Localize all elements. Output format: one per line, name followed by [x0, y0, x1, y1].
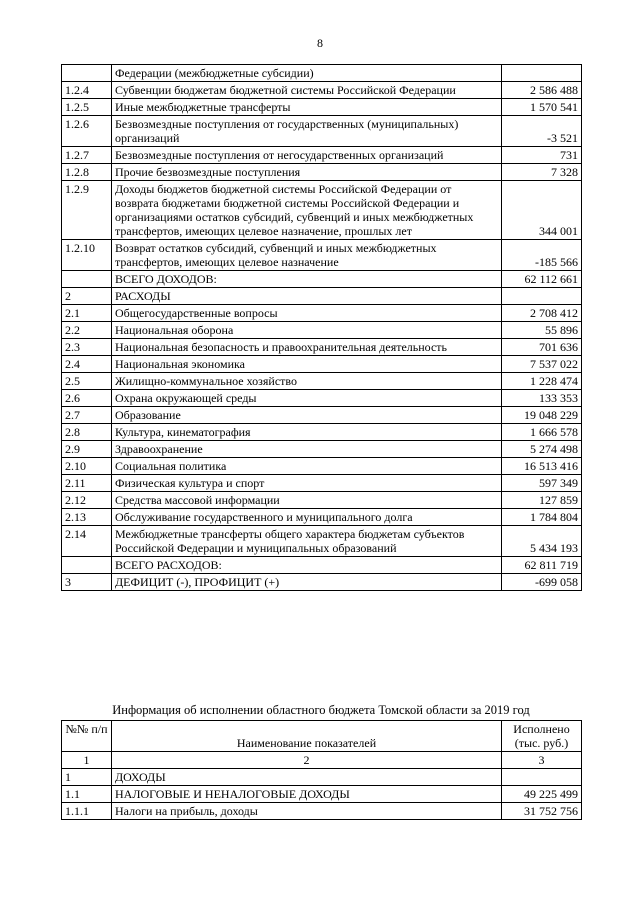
row-name: РАСХОДЫ: [112, 288, 502, 305]
header-name: Наименование показателей: [112, 721, 502, 752]
row-number: 2: [62, 288, 112, 305]
table-row: [62, 147, 582, 164]
table-row: [62, 458, 582, 475]
table-row: [62, 82, 582, 99]
table-row: [62, 181, 582, 240]
colnum-3: 3: [502, 752, 582, 769]
row-number: [62, 557, 112, 574]
row-value: 1 784 804: [502, 509, 582, 526]
row-value: 1 228 474: [502, 373, 582, 390]
row-number: 2.12: [62, 492, 112, 509]
row-number: 1.2.6: [62, 116, 112, 147]
row-value: 16 513 416: [502, 458, 582, 475]
table-row: [62, 557, 582, 574]
row-number: 1.2.7: [62, 147, 112, 164]
table-row: [62, 769, 582, 786]
table-row: [62, 305, 582, 322]
table-row: [62, 356, 582, 373]
row-number: 2.14: [62, 526, 112, 557]
row-value: 5 434 193: [502, 526, 582, 557]
row-number: 2.3: [62, 339, 112, 356]
table-row: [62, 407, 582, 424]
row-number: 3: [62, 574, 112, 591]
row-name: Национальная экономика: [112, 356, 502, 373]
row-name: Охрана окружающей среды: [112, 390, 502, 407]
table-row: [62, 574, 582, 591]
column-number-row: [62, 752, 582, 769]
table-row: [62, 339, 582, 356]
row-number: 2.4: [62, 356, 112, 373]
table-row: [62, 509, 582, 526]
row-value: -699 058: [502, 574, 582, 591]
row-value: 597 349: [502, 475, 582, 492]
row-number: 1.2.9: [62, 181, 112, 240]
row-value: 2 708 412: [502, 305, 582, 322]
header-num: №№ п/п: [62, 721, 112, 752]
row-name: ДЕФИЦИТ (-), ПРОФИЦИТ (+): [112, 574, 502, 591]
table-row: [62, 99, 582, 116]
row-name: Прочие безвозмездные поступления: [112, 164, 502, 181]
row-name: Доходы бюджетов бюджетной системы Российской Федерации от возврата бюджетами бюджетной системы Российской Федерации и организациями остатков субсидий, субвенций и иных межбюджетных трансфертов, имеющих целевое назначение, прошлых лет: [112, 181, 502, 240]
row-value: 344 001: [502, 181, 582, 240]
row-name: Социальная политика: [112, 458, 502, 475]
row-name: ВСЕГО ДОХОДОВ:: [112, 271, 502, 288]
row-name: Здравоохранение: [112, 441, 502, 458]
colnum-2: 2: [112, 752, 502, 769]
row-name: ДОХОДЫ: [112, 769, 502, 786]
table-row: [62, 373, 582, 390]
row-value: 1 570 541: [502, 99, 582, 116]
row-name: Национальная безопасность и правоохранительная деятельность: [112, 339, 502, 356]
table-row: [62, 441, 582, 458]
row-name: Физическая культура и спорт: [112, 475, 502, 492]
table-row: [62, 322, 582, 339]
row-value: -185 566: [502, 240, 582, 271]
budget-execution-table: [61, 720, 582, 820]
budget-table-continuation: [61, 64, 582, 591]
table-row: [62, 116, 582, 147]
row-name: Общегосударственные вопросы: [112, 305, 502, 322]
row-number: 2.10: [62, 458, 112, 475]
row-value: 731: [502, 147, 582, 164]
row-name: Жилищно-коммунальное хозяйство: [112, 373, 502, 390]
row-name: Безвозмездные поступления от негосударственных организаций: [112, 147, 502, 164]
row-name: Средства массовой информации: [112, 492, 502, 509]
colnum-1: 1: [62, 752, 112, 769]
row-value: 7 537 022: [502, 356, 582, 373]
row-name: Обслуживание государственного и муниципального долга: [112, 509, 502, 526]
row-number: 2.9: [62, 441, 112, 458]
row-number: 1.2.8: [62, 164, 112, 181]
row-number: 2.1: [62, 305, 112, 322]
table-row: [62, 164, 582, 181]
row-value: [502, 769, 582, 786]
row-value: 62 112 661: [502, 271, 582, 288]
row-value: -3 521: [502, 116, 582, 147]
row-number: 2.2: [62, 322, 112, 339]
row-value: 1 666 578: [502, 424, 582, 441]
table-caption: Информация об исполнении областного бюджета Томской области за 2019 год: [112, 703, 530, 717]
row-number: 2.5: [62, 373, 112, 390]
table-row: [62, 65, 582, 82]
row-value: 19 048 229: [502, 407, 582, 424]
table-row: [62, 803, 582, 820]
row-value: [502, 65, 582, 82]
row-number: 1.1.1: [62, 803, 112, 820]
row-name: Безвозмездные поступления от государственных (муниципальных) организаций: [112, 116, 502, 147]
row-value: 7 328: [502, 164, 582, 181]
row-number: 1.2.10: [62, 240, 112, 271]
table-row: [62, 526, 582, 557]
table-row: [62, 288, 582, 305]
row-value: 49 225 499: [502, 786, 582, 803]
row-name: НАЛОГОВЫЕ И НЕНАЛОГОВЫЕ ДОХОДЫ: [112, 786, 502, 803]
row-name: Возврат остатков субсидий, субвенций и иных межбюджетных трансфертов, имеющих целевое назначение: [112, 240, 502, 271]
row-name: Федерации (межбюджетные субсидии): [112, 65, 502, 82]
table-row: [62, 475, 582, 492]
table-row: [62, 424, 582, 441]
row-number: 2.13: [62, 509, 112, 526]
table-row: [62, 390, 582, 407]
row-number: 2.8: [62, 424, 112, 441]
row-name: Субвенции бюджетам бюджетной системы Российской Федерации: [112, 82, 502, 99]
row-number: 2.7: [62, 407, 112, 424]
row-number: 1.2.4: [62, 82, 112, 99]
table-row: [62, 271, 582, 288]
row-name: Национальная оборона: [112, 322, 502, 339]
row-value: 62 811 719: [502, 557, 582, 574]
row-value: 2 586 488: [502, 82, 582, 99]
table-row: [62, 492, 582, 509]
row-name: Иные межбюджетные трансферты: [112, 99, 502, 116]
page-number: 8: [317, 36, 323, 50]
row-number: 2.6: [62, 390, 112, 407]
row-value: [502, 288, 582, 305]
table-header-row: [62, 721, 582, 752]
row-value: 31 752 756: [502, 803, 582, 820]
table-row: [62, 240, 582, 271]
row-number: 2.11: [62, 475, 112, 492]
row-number: [62, 271, 112, 288]
row-number: [62, 65, 112, 82]
row-value: 133 353: [502, 390, 582, 407]
row-value: 701 636: [502, 339, 582, 356]
row-name: Межбюджетные трансферты общего характера бюджетам субъектов Российской Федерации и муниципальных образований: [112, 526, 502, 557]
row-value: 55 896: [502, 322, 582, 339]
row-name: Культура, кинематография: [112, 424, 502, 441]
header-value: Исполнено (тыс. руб.): [502, 721, 582, 752]
row-number: 1.2.5: [62, 99, 112, 116]
row-name: Образование: [112, 407, 502, 424]
row-number: 1: [62, 769, 112, 786]
table-row: [62, 786, 582, 803]
row-name: ВСЕГО РАСХОДОВ:: [112, 557, 502, 574]
row-value: 127 859: [502, 492, 582, 509]
row-value: 5 274 498: [502, 441, 582, 458]
row-number: 1.1: [62, 786, 112, 803]
row-name: Налоги на прибыль, доходы: [112, 803, 502, 820]
